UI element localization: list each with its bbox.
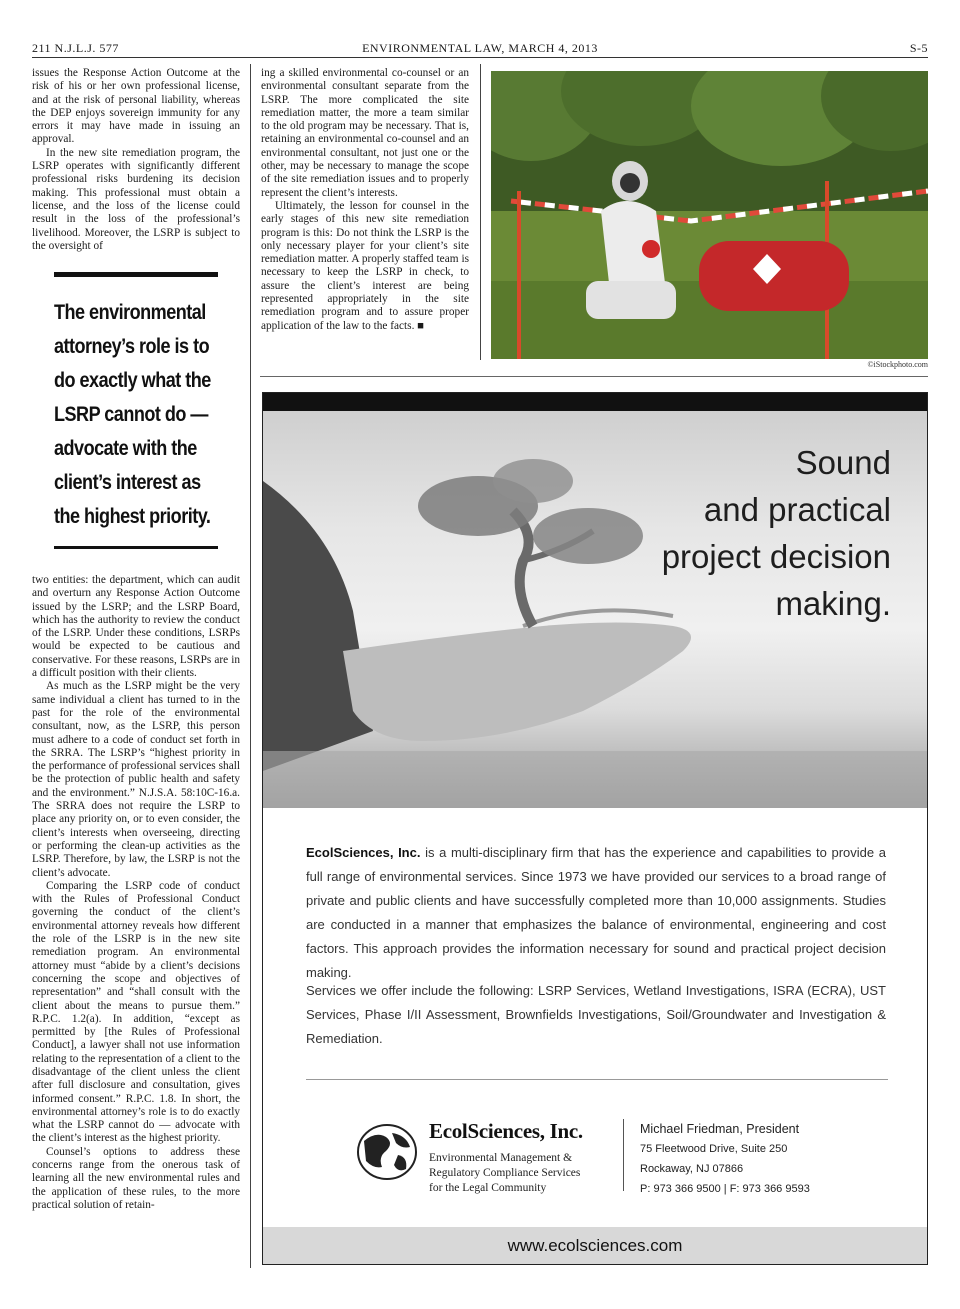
article-column-2 (261, 67, 469, 333)
pullquote-rule (54, 546, 218, 549)
ad-description (306, 841, 886, 985)
article-paragraph: two entities: the department, which can audit and overturn any Response Action Outcome issued by the LSRP; and the LSRP Board, which has the authority to review the conduct of the LSRP. Under these conditions, LSRPs would be expected to be cautious and conservative. For these reasons, LSRPs are in a difficult position with their clients. (32, 574, 240, 680)
hazmat-photo (491, 71, 928, 359)
column-divider (250, 64, 251, 1268)
pullquote: The environmental attorney’s role is to do exactly what the LSRP cannot do — advocate with the client’s interest as the highest priority. (54, 301, 211, 528)
ad-tagline-line: Environmental Management & (429, 1152, 573, 1164)
article-column-1-bottom (32, 574, 240, 1212)
ad-contact-divider (623, 1119, 624, 1191)
ad-tagline (429, 1151, 580, 1196)
ad-headline-line: project decision (661, 538, 891, 575)
ad-body-text: is a multi-disciplinary firm that has the experience and capabilities to provide a full range of environmental services. Since 1973 we have provided our services to a broad range of private and public clients and have successfully completed more than 10,000 assignments. Studies are conducted in a manner that emphasizes the balance of environmental, engineering and cost factors. This approach provides the information necessary for sound and practical project decision making. (306, 845, 886, 980)
article-paragraph: Comparing the LSRP code of conduct with the Rules of Professional Conduct governing the conduct of the client’s environmental attorney reveals how different the role of the LSRP is in the new site remediation program. An environmental attorney must “abide by a client’s decisions concerning the scope and objectives of representation” and “shall consult with the client about the means to pursue them.” R.P.C. 1.2(a). In addition, “except as permitted by [the Rules of Professional Conduct], a lawyer shall not use information relating to the representation of a client to the disadvantage of the client unless the client after full disclosure and consultation, gives informed consent.” R.P.C. 1.8. In short, the environmental attorney’s role is to do exactly what the LSRP cannot do — advocate with the client’s interest as the highest priority. (32, 879, 240, 1145)
contact-phone: P: 973 366 9500 | F: 973 366 9593 (640, 1183, 810, 1195)
contact-address-line: Rockaway, NJ 07866 (640, 1163, 744, 1175)
article-paragraph: Ultimately, the lesson for counsel in the early stages of this new site remediation program is this: Do not think the LSRP is the only necessary player for your client’s site remediation matter. A properly staffed team is necessary to keep the LSRP in check, to assure the client’s interest are being represented appropriately in the site remediation program and to assure proper application of the law to the facts. ■ (261, 199, 469, 332)
section-title: ENVIRONMENTAL LAW, MARCH 4, 2013 (362, 41, 598, 55)
contact-name: Michael Friedman, President (640, 1122, 800, 1136)
ad-divider (306, 1079, 888, 1080)
ad-headline-line: and practical (703, 491, 891, 528)
ad-website: www.ecolsciences.com (263, 1227, 927, 1264)
ad-company-inline: EcolSciences, Inc. (306, 845, 421, 860)
article-column-1-top (32, 67, 240, 253)
pullquote-rule (54, 272, 218, 277)
ad-contact-info (640, 1119, 810, 1199)
ad-tagline-line: Regulatory Compliance Services (429, 1167, 581, 1179)
ad-tagline-line: for the Legal Community (429, 1182, 547, 1194)
photo-credit: ©iStockphoto.com (867, 360, 928, 369)
hazmat-scene-illustration (491, 71, 928, 359)
ad-logo-company-name: EcolSciences, Inc. (429, 1119, 583, 1143)
column-divider (480, 64, 481, 360)
page-number: S-5 (909, 41, 928, 55)
ad-top-bar (263, 393, 927, 411)
masthead (32, 40, 928, 58)
article-paragraph: ing a skilled environmental co-counsel or an environmental consultant separate from the LSRP. The more complicated the site remediation matter, the more a team similar to the old program may be necessary. That is, retaining an environmental co-counsel and an environmental consultant, not just one or the other, may be necessary to manage the scope of the site remediation issues and to properly represent the client’s interests. (261, 67, 469, 199)
contact-address-line: 75 Fleetwood Drive, Suite 250 (640, 1143, 788, 1155)
article-paragraph: In the new site remediation program, the LSRP operates with significantly different professional risks burdening its decision making. This professional must obtain a license, and the loss of the license could result in the loss of the professional’s livelihood. Moreover, the LSRP is subject to the oversight of (32, 146, 240, 252)
article-paragraph: As much as the LSRP might be the very same individual a client has turned to in the past for the role of the environmental consultant, now, as the LSRP, this person must adhere to a code of conduct set forth in the SRRA. The LSRP’s “highest priority in the performance of professional services shall be the protection of public health and safety and the environment.” N.J.S.A. 58:10C-16.a. The SRRA does not require the LSRP to place any priority on, or to even consider, the client’s interests when overseeing, directing or performing the clean-up activities as the LSRP. Therefore, by law, the LSRP is not the client’s advocate. (32, 680, 240, 879)
ad-hero-image (263, 411, 927, 808)
article-paragraph: Counsel’s options to address these concerns range from the onerous task of learning all the new environmental rules and the application of these rules, to the more practical solution of retain- (32, 1145, 240, 1211)
globe-logo-icon (356, 1123, 418, 1181)
page-citation: 211 N.J.L.J. 577 (32, 41, 119, 55)
ad-headline-line: Sound (795, 444, 891, 481)
section-divider (260, 376, 928, 377)
ad-headline-line: making. (775, 585, 891, 622)
article-paragraph: issues the Response Action Outcome at the risk of his or her own professional license, and at the risk of personal liability, whereas the DEP enjoys sovereign immunity for any errors it may have made in issuing an approval. (32, 67, 240, 146)
ad-headline (662, 439, 891, 627)
ad-services-list: Services we offer include the following: LSRP Services, Wetland Investigations, ISRA (ECRA), UST Services, Phase I/II Assessment, Brownfields Investigations, Soil/Groundwater and Investigation & Remediation. (306, 983, 886, 1046)
ecolsciences-advertisement (262, 392, 928, 1265)
